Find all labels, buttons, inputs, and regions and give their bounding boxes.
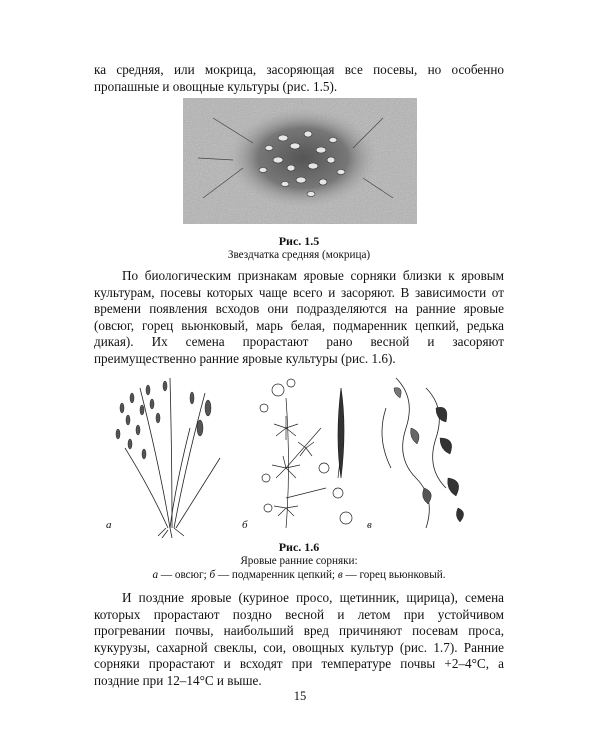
page-number: 15 (293, 689, 307, 703)
figure-1-6-caption: Яровые ранние сорняки: (240, 555, 358, 567)
paragraph-2: По биологическим признакам яровые сорняки близки к яровым культурам, посевы которых чаще всего и засоряют. В зависимости от времени появления всходов они подразделяются на ранние яровые (овсюг, горец вьюнковый, марь белая, подмаренник цепкий, редька дикая). Их семена прорастают рано весной и засоряют преимущественно ранние яровые культуры (рис. 1.6). (94, 268, 504, 366)
legend-letter-b: б (209, 569, 216, 581)
legend-letter-c: в (337, 569, 343, 581)
chickweed-photo (183, 98, 417, 224)
wild-oat-illustration (100, 368, 235, 538)
bindweed-illustration (366, 368, 486, 538)
legend-letter-a: а (152, 569, 159, 581)
panel-label-b: б (242, 519, 248, 531)
figure-1-5-title: Рис. 1.5 (278, 234, 320, 248)
cleavers-illustration (246, 368, 366, 538)
paragraph-1: ка средняя, или мокрица, засоряющая все посевы, но особенно пропашные и овощные культуры (рис. 1.5). (94, 62, 504, 94)
figure-1-6-legend (94, 569, 504, 581)
panel-label-a: а (106, 519, 112, 531)
figure-1-5-caption: Звездчатка средняя (мокрица) (227, 249, 371, 261)
figure-1-6-title: Рис. 1.6 (278, 540, 320, 554)
paragraph-3: И поздние яровые (куриное просо, щетинник, щирица), семена которых прорастают поздно весной и летом при устойчивом прогревании почвы, наибольший вред причиняют посевам проса, кукурузы, сахарной свеклы, сои, овощных культур (рис. 1.7). Ранние сорняки прорастают и всходят при температуре почвы +2–4°С, а поздние при 12–14°С и выше. (94, 590, 504, 688)
legend-text-c: — горец вьюнковый. (342, 569, 446, 581)
legend-text-b: — подмаренник цепкий; (215, 569, 338, 581)
panel-label-c: в (367, 519, 372, 531)
legend-text-a: — овсюг; (158, 569, 210, 581)
